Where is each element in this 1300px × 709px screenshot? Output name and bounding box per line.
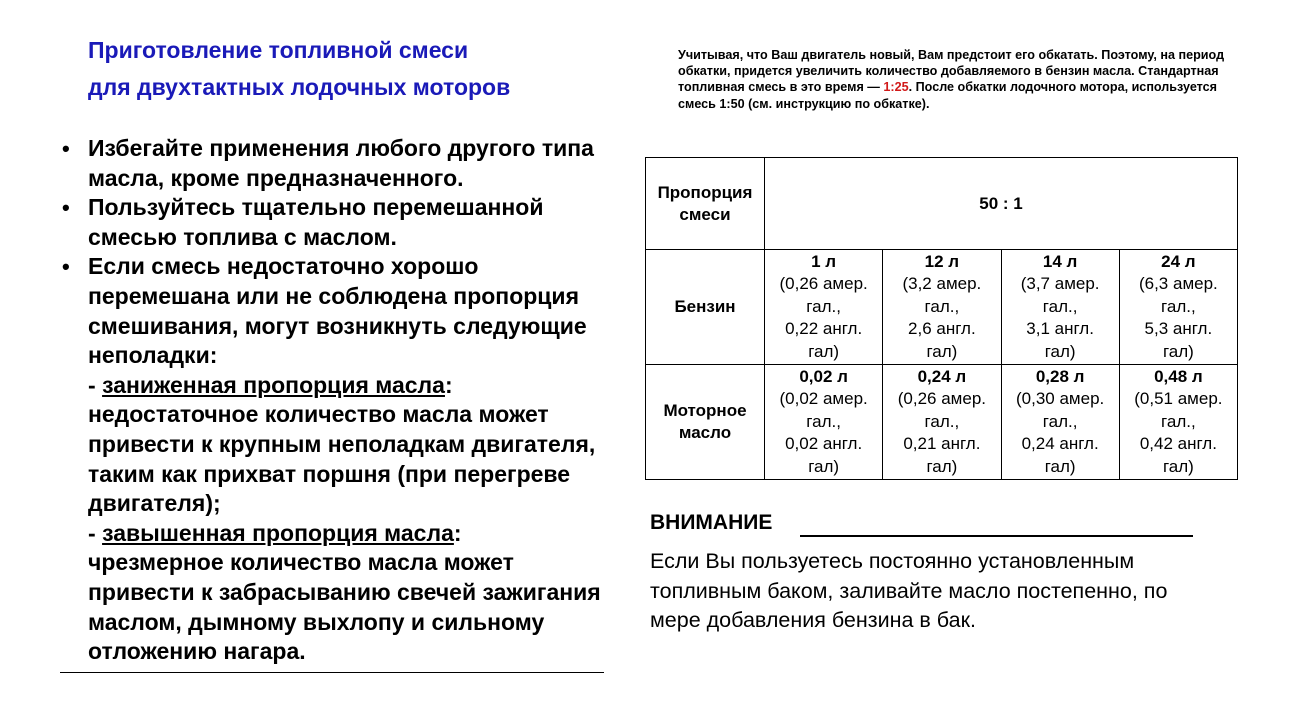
table-row — [646, 158, 1238, 250]
amount: 24 л — [1161, 251, 1196, 271]
detail: (0,51 амер. — [1134, 389, 1223, 409]
petrol-cell — [883, 250, 1001, 365]
detail: (3,2 амер. — [902, 274, 982, 294]
title-line-1: Приготовление топливной смеси — [88, 37, 469, 63]
break-in-note — [678, 47, 1238, 112]
detail: гал) — [1044, 341, 1076, 361]
proportion-label: Пропорция смеси — [646, 158, 765, 250]
detail: 0,02 англ. — [785, 434, 863, 454]
detail: гал) — [926, 456, 958, 476]
detail: 0,21 англ. — [903, 434, 981, 454]
detail: (6,3 амер. — [1138, 274, 1218, 294]
oil-cell — [883, 365, 1001, 480]
amount: 0,24 л — [917, 366, 967, 386]
amount: 1 л — [811, 251, 837, 271]
amount: 0,28 л — [1035, 366, 1085, 386]
detail: 2,6 англ. — [908, 319, 976, 339]
oil-cell — [1119, 365, 1237, 480]
detail: гал., — [924, 296, 960, 316]
amount: 0,48 л — [1154, 366, 1203, 386]
detail: гал) — [808, 341, 840, 361]
intro-text-2: . После обкатки лодочного мотора, используется смесь 1:50 (см. инструкцию по обкатке). — [678, 80, 1218, 111]
attention-heading: ВНИМАНИЕ — [650, 511, 773, 534]
high-oil-text: чрезмерное количество масла может привести к забрасыванию свечей зажигания маслом, дымному выхлопу и сильному отложению нагара. — [88, 549, 601, 665]
table-row — [646, 250, 1238, 365]
high-oil-colon: : — [453, 519, 462, 546]
attention-text: Если Вы пользуетесь постоянно установленным топливным баком, заливайте масло постепенно, по мере добавления бензина в бак. — [650, 549, 1168, 632]
detail: 0,24 англ. — [1021, 434, 1099, 454]
bottom-divider — [60, 672, 604, 673]
petrol-cell — [1001, 250, 1119, 365]
detail: гал., — [1042, 411, 1078, 431]
attention-underline — [800, 535, 1193, 537]
list-item — [60, 193, 620, 252]
detail: (0,30 амер. — [1016, 389, 1105, 409]
warnings-list — [60, 134, 620, 667]
detail: 5,3 англ. — [1144, 319, 1213, 339]
bullet-text-2: Пользуйтесь тщательно перемешанной смесью топлива с маслом. — [88, 194, 544, 250]
detail: гал) — [1162, 341, 1194, 361]
low-oil-heading: заниженная пропорция масла — [102, 371, 445, 398]
detail: гал., — [924, 411, 960, 431]
detail: (0,02 амер. — [779, 389, 868, 409]
low-oil-dash: - — [88, 371, 103, 398]
detail: 3,1 англ. — [1026, 319, 1094, 339]
bullet-text-3: Если смесь недостаточно хорошо перемешана или не соблюдена пропорция смешивания, могут возникнуть следующие неполадки: — [88, 253, 587, 369]
table-row — [646, 365, 1238, 480]
detail: гал) — [926, 341, 958, 361]
detail: гал) — [808, 456, 840, 476]
detail: гал., — [1161, 411, 1196, 431]
mix-table — [645, 157, 1238, 480]
detail: гал., — [806, 296, 841, 316]
intro-text: Учитывая, что Ваш двигатель новый, Вам предстоит его обкатать. Поэтому, на период обкатки, придется увеличить количество добавляемого в бензин масла. Стандартная топливная смесь в это время — — [678, 48, 1225, 95]
detail: гал) — [1162, 456, 1194, 476]
detail: 0,22 англ. — [785, 319, 863, 339]
detail: (0,26 амер. — [779, 274, 868, 294]
page-title — [88, 32, 628, 106]
oil-label: Моторное масло — [646, 365, 765, 480]
petrol-label: Бензин — [646, 250, 765, 365]
list-item — [60, 252, 620, 666]
detail: (3,7 амер. — [1020, 274, 1100, 294]
high-oil-dash: - — [88, 519, 103, 546]
title-line-2: для двухтактных лодочных моторов — [88, 74, 511, 100]
high-oil-heading: завышенная пропорция масла — [102, 519, 454, 546]
low-oil-colon: : — [444, 371, 453, 398]
detail: гал., — [1161, 296, 1196, 316]
oil-cell — [1001, 365, 1119, 480]
detail: (0,26 амер. — [897, 389, 986, 409]
petrol-cell — [765, 250, 883, 365]
amount: 12 л — [924, 251, 960, 271]
list-item — [60, 134, 620, 193]
detail: гал., — [806, 411, 841, 431]
proportion-value: 50 : 1 — [765, 158, 1238, 250]
bullet-text-1: Избегайте применения любого другого типа масла, кроме предназначенного. — [88, 135, 594, 191]
petrol-cell — [1119, 250, 1237, 365]
detail: 0,42 англ. — [1139, 434, 1217, 454]
detail: гал., — [1042, 296, 1078, 316]
low-oil-text: недостаточное количество масла может привести к крупным неполадкам двигателя, таким как прихват поршня (при перегреве двигателя); — [88, 401, 596, 517]
break-in-ratio: 1:25 — [883, 80, 909, 95]
amount: 14 л — [1042, 251, 1078, 271]
amount: 0,02 л — [799, 366, 848, 386]
oil-cell — [765, 365, 883, 480]
detail: гал) — [1044, 456, 1076, 476]
